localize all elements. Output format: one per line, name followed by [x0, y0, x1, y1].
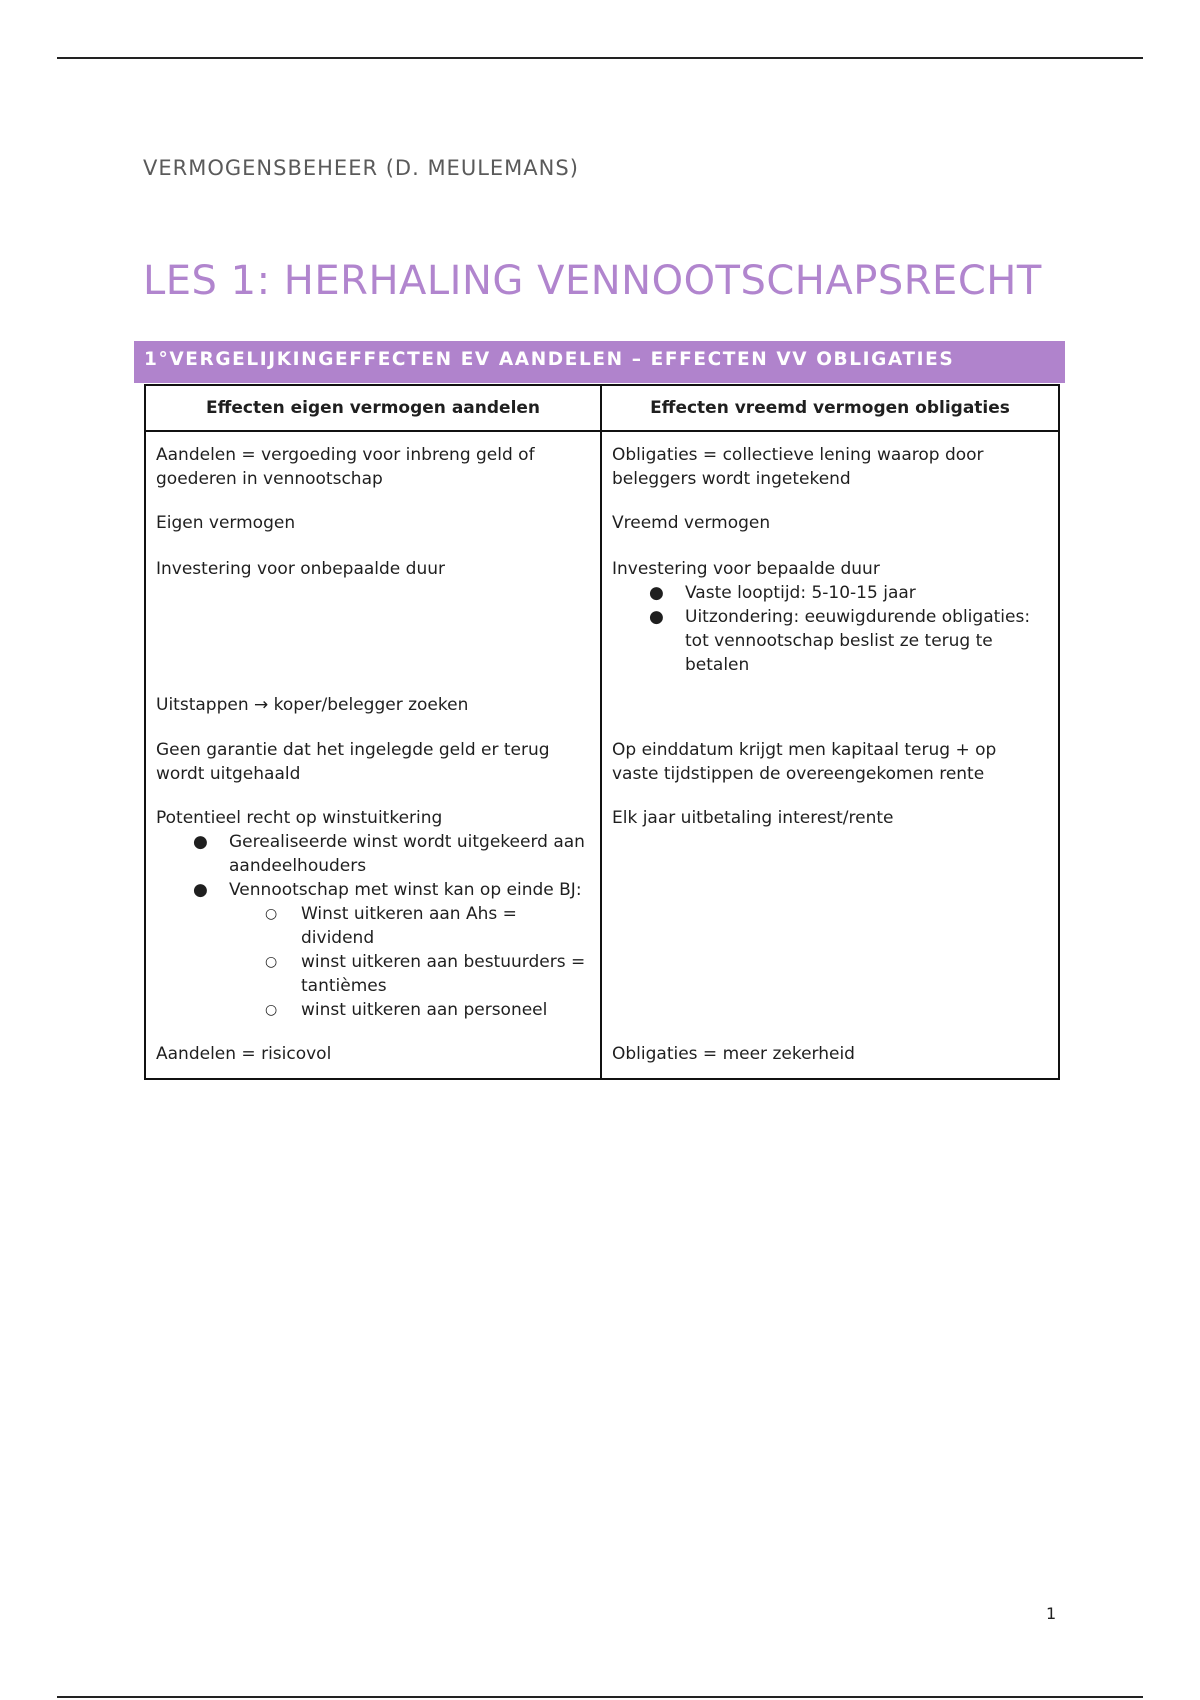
- table-row: [145, 535, 1059, 677]
- list-item: ○ winst uitkeren aan bestuurders = tantièmes: [265, 952, 586, 996]
- list-item: ○ Winst uitkeren aan Ahs = dividend: [265, 904, 517, 948]
- shares-guarantee: Geen garantie dat het ingelegde geld er terug wordt uitgehaald: [156, 740, 550, 784]
- section-heading: 1°VERGELIJKINGEFFECTEN EV AANDELEN – EFFECTEN VV OBLIGATIES: [144, 349, 955, 370]
- bonds-definition: Obligaties = collectieve lening waarop door beleggers wordt ingetekend: [612, 445, 984, 489]
- circle-bullet-icon: ○: [265, 1002, 278, 1018]
- shares-definition: Aandelen = vergoeding voor inbreng geld of goederen in vennootschap: [156, 445, 535, 489]
- header-debt-bonds: Effecten vreemd vermogen obligaties: [601, 385, 1059, 431]
- table-row: [145, 431, 1059, 491]
- bonds-duration-list: [612, 581, 1048, 677]
- shares-profit-right: Potentieel recht op winstuitkering: [156, 808, 443, 828]
- bullet-icon: ●: [193, 880, 208, 900]
- bottom-rule: [57, 1696, 1143, 1698]
- shares-capital-type: Eigen vermogen: [156, 513, 296, 533]
- shares-exit: Uitstappen → koper/belegger zoeken: [156, 695, 469, 715]
- bonds-capital-type: Vreemd vermogen: [612, 513, 771, 533]
- bullet-icon: ●: [649, 583, 664, 603]
- shares-duration: Investering voor onbepaalde duur: [156, 559, 445, 579]
- table-header-row: [145, 385, 1059, 431]
- circle-bullet-icon: ○: [265, 906, 278, 922]
- list-item: ● Vaste looptijd: 5-10-15 jaar: [649, 583, 916, 603]
- list-item: ● Uitzondering: eeuwigdurende obligaties: tot vennootschap beslist ze terug te betalen: [649, 607, 1031, 675]
- bonds-interest: Elk jaar uitbetaling interest/rente: [612, 808, 894, 828]
- bullet-icon: ●: [649, 607, 664, 627]
- list-item: ○ winst uitkeren aan personeel: [265, 1000, 548, 1020]
- bonds-risk: Obligaties = meer zekerheid: [612, 1044, 855, 1064]
- comparison-table: [144, 384, 1060, 1080]
- profit-distribution-list: [229, 902, 590, 1022]
- course-header: VERMOGENSBEHEER (D. MEULEMANS): [143, 156, 579, 180]
- top-rule: [57, 57, 1143, 59]
- bullet-icon: ●: [193, 832, 208, 852]
- cell-bonds-definition: [601, 431, 1059, 491]
- table-row: [145, 786, 1059, 1022]
- shares-risk: Aandelen = risicovol: [156, 1044, 332, 1064]
- header-equity-shares: Effecten eigen vermogen aandelen: [145, 385, 601, 431]
- table-row: [145, 491, 1059, 535]
- shares-profit-list: [156, 830, 590, 1022]
- cell-shares-definition: [145, 431, 601, 491]
- table-row: [145, 677, 1059, 717]
- list-item: ● Vennootschap met winst kan op einde BJ: ○ Winst uitkeren aan Ahs = dividend ○ winst uitkeren aan bestuurders = tantièmes ○ winst uitkeren aan personeel: [193, 878, 590, 1022]
- bonds-repayment: Op einddatum krijgt men kapitaal terug + op vaste tijdstippen de overeengekomen rente: [612, 740, 997, 784]
- table-row: [145, 717, 1059, 786]
- section-heading-bar: [134, 341, 1065, 383]
- page-title: LES 1: HERHALING VENNOOTSCHAPSRECHT: [143, 258, 1042, 304]
- page-number: 1: [1046, 1604, 1057, 1623]
- circle-bullet-icon: ○: [265, 954, 278, 970]
- bonds-duration: Investering voor bepaalde duur: [612, 559, 880, 579]
- table-row: [145, 1022, 1059, 1079]
- list-item: ● Gerealiseerde winst wordt uitgekeerd aan aandeelhouders: [193, 832, 585, 876]
